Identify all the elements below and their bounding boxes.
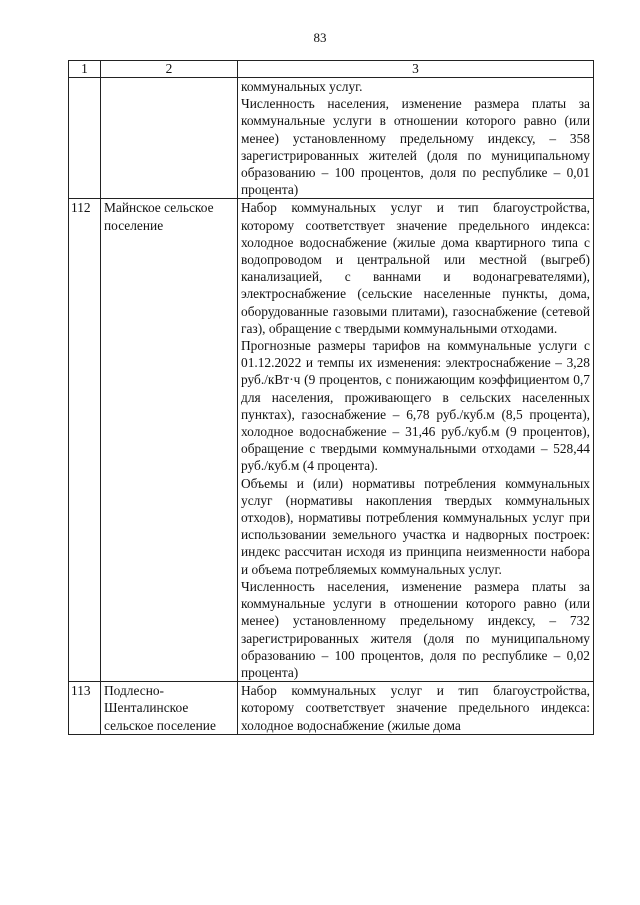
paragraph: коммунальных услуг. (241, 79, 363, 94)
paragraph: Набор коммунальных услуг и тип благоустройства, которому соответствует значение предельного индекса: холодное водоснабжение (жилые дома квартирного типа с водопроводом и центральной или местной (выгреб) канализацией, с ваннами и водонагревателями), электроснабжение (сельские населенные пункты, дома, оборудованные газовыми плитами), газоснабжение (сетевой газ), обращение с твердыми коммунальными отходами. (241, 200, 590, 336)
settlement-name: Майнское сельское поселение (101, 199, 238, 682)
table-row (69, 199, 594, 682)
row-number (69, 78, 101, 199)
paragraph: Численность населения, изменение размера платы за коммунальные услуги в отношении которого равно (или менее) установленному предельному индексу, – 358 зарегистрированных жителей (доля по муниципальному образованию – 100 процентов, доля по республике – 0,01 процента) (241, 96, 590, 198)
row-number: 112 (69, 199, 101, 682)
row-description (238, 199, 594, 682)
row-description (238, 682, 594, 735)
column-header-2: 2 (101, 61, 238, 78)
settlement-name (101, 78, 238, 199)
settlement-name: Подлесно-Шенталинское сельское поселение (101, 682, 238, 735)
row-number: 113 (69, 682, 101, 735)
municipal-index-table (68, 60, 594, 735)
paragraph: Прогнозные размеры тарифов на коммунальные услуги с 01.12.2022 и темпы их изменения: электроснабжение – 3,28 руб./кВт·ч (9 процентов, с понижающим коэффициентом 0,7 для населения, проживающего в сельских населенных пунктах), газоснабжение – 6,78 руб./куб.м (8,5 процента), холодное водоснабжение – 31,46 руб./куб.м (9 процентов), обращение с твердыми коммунальными отходами – 528,44 руб./куб.м (4 процента). (241, 338, 590, 474)
paragraph: Набор коммунальных услуг и тип благоустройства, которому соответствует значение предельного индекса: холодное водоснабжение (жилые дома (241, 683, 590, 733)
paragraph: Численность населения, изменение размера платы за коммунальные услуги в отношении которого равно (или менее) установленному предельному индексу, – 732 зарегистрированных жителя (доля по муниципальному образованию – 100 процентов, доля по республике – 0,02 процента) (241, 578, 590, 680)
table-row (69, 78, 594, 199)
table-row (69, 682, 594, 735)
paragraph: Объемы и (или) нормативы потребления коммунальных услуг (нормативы накопления твердых коммунальных отходов), нормативы потребления коммунальных услуг при использовании земельного участка и надворных построек: индекс рассчитан исходя из принципа неизменности набора и объема потребляемых коммунальных услуг. (241, 475, 590, 577)
table-header-row (69, 61, 594, 78)
row-description (238, 78, 594, 199)
page-number: 83 (313, 30, 327, 45)
column-header-3: 3 (238, 61, 594, 78)
column-header-1: 1 (69, 61, 101, 78)
